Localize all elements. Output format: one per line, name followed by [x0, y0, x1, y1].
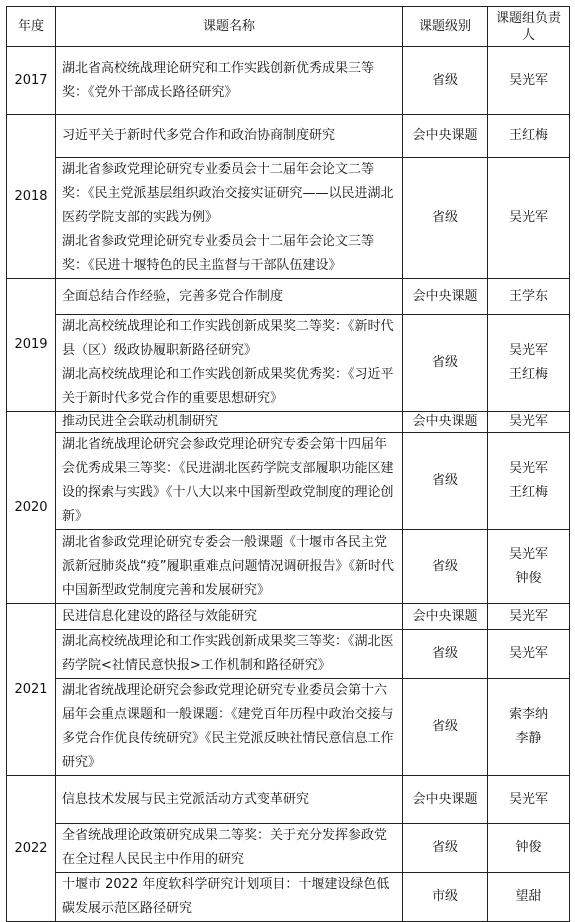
leader-cell: 王学东: [488, 279, 570, 315]
leader-name: 吴光军: [508, 546, 548, 562]
year-cell: 2017: [7, 47, 56, 115]
title-line: 湖北高校统战理论和工作实践创新成果奖二等奖：《新时代县（区）级政协履职新路径研究》: [62, 319, 394, 358]
table-row: [7, 530, 570, 604]
level-cell: 会中央课题: [403, 604, 488, 630]
title-cell: 湖北省统战理论研究会参政党理论研究专业委员会第十六届年会重点课题和一般课题：《建党百年历程中政治交接与多党合作优良传统研究》《民主党派反映社情民意信息工作研究》: [56, 679, 403, 776]
table-row: [7, 824, 570, 873]
year-cell: 2021: [7, 604, 56, 776]
table-row: [7, 604, 570, 630]
level-cell: 省级: [403, 433, 488, 530]
year-cell: 2018: [7, 115, 56, 279]
leader-name: 索李纳: [508, 707, 548, 722]
year-cell: 2019: [7, 279, 56, 412]
header-leader: 课题组负责人: [488, 7, 570, 47]
level-cell: 省级: [403, 679, 488, 776]
table-row: [7, 873, 570, 922]
research-projects-table: [6, 6, 570, 922]
level-cell: 省级: [403, 315, 488, 412]
leader-cell: 钟俊: [488, 824, 570, 873]
table-row: [7, 412, 570, 433]
title-cell: [56, 158, 403, 279]
level-cell: 省级: [403, 630, 488, 679]
leader-cell: 吴光军: [488, 412, 570, 433]
header-year: 年度: [7, 7, 56, 47]
leader-cell: 王红梅: [488, 115, 570, 158]
level-cell: 省级: [403, 47, 488, 115]
table-header-row: [7, 7, 570, 47]
title-line: 湖北省参政党理论研究专业委员会十二届年会论文二等奖：《民主党派基层组织政治交接实证研究——以民进湖北医药学院支部的实践为例》: [62, 162, 394, 225]
table-row: [7, 679, 570, 776]
title-cell: 全面总结合作经验，完善多党合作制度: [56, 279, 403, 315]
table-row: [7, 279, 570, 315]
title-cell: 习近平关于新时代多党合作和政治协商制度研究: [56, 115, 403, 158]
leader-name: 王红梅: [508, 485, 548, 500]
table-row: [7, 315, 570, 412]
level-cell: 会中央课题: [403, 776, 488, 824]
title-cell: 湖北省高校统战理论研究和工作实践创新优秀成果三等奖：《党外干部成长路径研究》: [56, 47, 403, 115]
leader-name: 吴光军: [508, 343, 548, 358]
title-cell: 全省统战理论政策研究成果二等奖：关于充分发挥参政党在全过程人民民主中作用的研究: [56, 824, 403, 873]
table-row: [7, 630, 570, 679]
table-row: [7, 433, 570, 530]
level-cell: 省级: [403, 158, 488, 279]
leader-name: 吴光军: [508, 461, 548, 476]
level-cell: 省级: [403, 530, 488, 604]
title-cell: 推动民进全会联动机制研究: [56, 412, 403, 433]
leader-cell: 吴光军: [488, 47, 570, 115]
title-cell: 民进信息化建设的路径与效能研究: [56, 604, 403, 630]
leader-cell: 吴光军: [488, 776, 570, 824]
table-row: [7, 47, 570, 115]
title-cell: 十堰市 2022 年度软科学研究计划项目：十堰建设绿色低碳发展示范区路径研究: [56, 873, 403, 922]
leader-cell: 吴光军: [488, 158, 570, 279]
table-row: [7, 776, 570, 824]
title-line: 湖北高校统战理论和工作实践创新成果奖优秀奖：《习近平关于新时代多党合作的重要思想研究》: [62, 367, 394, 406]
leader-cell: [488, 315, 570, 412]
level-cell: 省级: [403, 824, 488, 873]
leader-cell: 望甜: [488, 873, 570, 922]
year-cell: 2020: [7, 412, 56, 604]
leader-cell: [488, 530, 570, 604]
title-line: 湖北省参政党理论研究专业委员会十二届年会论文三等奖：《民进十堰特色的民主监督与干部队伍建设》: [62, 234, 375, 273]
level-cell: 会中央课题: [403, 115, 488, 158]
title-cell: 湖北省参政党理论研究专委会一般课题《十堰市各民主党派新冠肺炎战“疫”履职重难点问题情况调研报告》《新时代中国新型政党制度完善和发展研究》: [56, 530, 403, 604]
leader-name: 李静: [515, 731, 542, 746]
title-cell: 信息技术发展与民主党派活动方式变革研究: [56, 776, 403, 824]
year-cell: 2022: [7, 776, 56, 922]
level-cell: 会中央课题: [403, 412, 488, 433]
level-cell: 会中央课题: [403, 279, 488, 315]
title-cell: [56, 315, 403, 412]
title-cell: 湖北高校统战理论和工作实践创新成果奖三等奖：《湖北医药学院<社情民意快报>工作机制和路径研究》: [56, 630, 403, 679]
title-cell: 湖北省统战理论研究会参政党理论研究专委会第十四届年会优秀成果三等奖：《民进湖北医药学院支部履职功能区建设的探索与实践》《十八大以来中国新型政党制度的理论创新》: [56, 433, 403, 530]
header-level: 课题级别: [403, 7, 488, 47]
leader-cell: [488, 433, 570, 530]
header-title: 课题名称: [56, 7, 403, 47]
leader-cell: 吴光军: [488, 604, 570, 630]
leader-name: 钟俊: [515, 570, 542, 586]
leader-name: 王红梅: [508, 367, 548, 382]
table-row: [7, 115, 570, 158]
table-row: [7, 158, 570, 279]
level-cell: 市级: [403, 873, 488, 922]
leader-cell: [488, 679, 570, 776]
leader-cell: 吴光军: [488, 630, 570, 679]
